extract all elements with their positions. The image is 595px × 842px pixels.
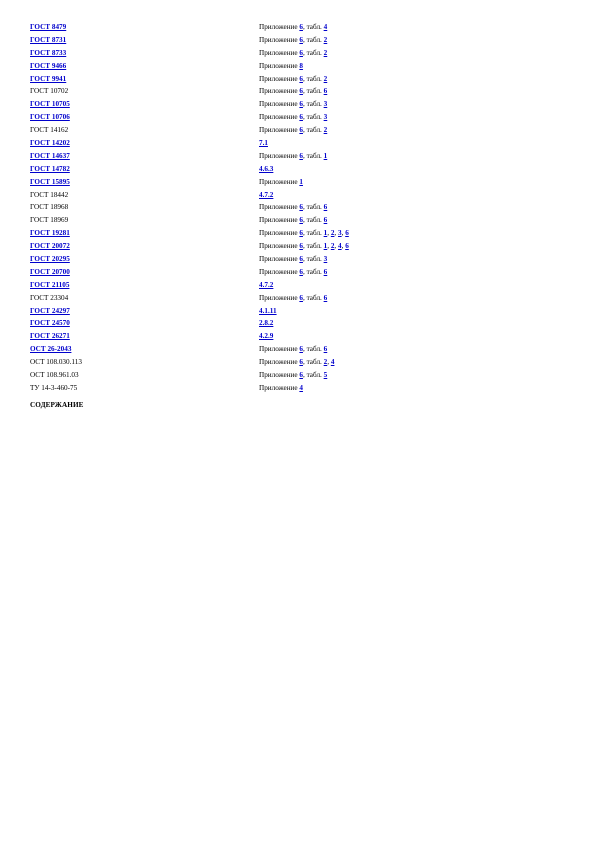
reference-row: [30, 382, 450, 395]
reference-row: [30, 21, 450, 34]
reference-location-cell: [259, 163, 450, 176]
location-text: , табл.: [302, 267, 324, 276]
location-link[interactable]: 3: [338, 229, 342, 238]
reference-row: [30, 279, 450, 292]
location-text: , табл.: [302, 35, 324, 44]
document-name: ОСТ 108.961.03: [30, 371, 79, 380]
location-text: Приложение: [259, 358, 300, 367]
reference-document-cell: [30, 60, 259, 73]
location-link[interactable]: 6: [299, 371, 303, 380]
reference-location-cell: [259, 201, 450, 214]
reference-location-cell: [259, 382, 450, 395]
document-link[interactable]: ГОСТ 14637: [30, 151, 70, 160]
location-link[interactable]: 6: [299, 126, 303, 135]
reference-row: [30, 85, 450, 98]
location-text: , табл.: [302, 203, 324, 212]
reference-document-cell: [30, 111, 259, 124]
document-link[interactable]: ГОСТ 19281: [30, 229, 70, 238]
location-text: , табл.: [302, 126, 324, 135]
location-link[interactable]: 6: [299, 293, 303, 302]
location-text: Приложение: [259, 61, 300, 70]
reference-location-cell: [259, 189, 450, 202]
reference-location-cell: [259, 305, 450, 318]
document-link[interactable]: ГОСТ 20700: [30, 267, 70, 276]
document-link[interactable]: ГОСТ 15895: [30, 177, 70, 186]
document-link[interactable]: ГОСТ 20072: [30, 242, 70, 251]
reference-row: [30, 330, 450, 343]
location-text: Приложение: [259, 255, 300, 264]
document-name: ТУ 14-3-460-75: [30, 383, 78, 392]
location-link[interactable]: 6: [299, 35, 303, 44]
reference-row: [30, 150, 450, 163]
reference-row: [30, 369, 450, 382]
reference-document-cell: [30, 227, 259, 240]
location-link[interactable]: 6: [323, 87, 328, 96]
location-link[interactable]: 5: [323, 371, 328, 380]
reference-document-cell: [30, 369, 259, 382]
reference-row: [30, 227, 450, 240]
location-link[interactable]: 3: [323, 255, 328, 264]
document-link[interactable]: ГОСТ 24570: [30, 319, 70, 328]
reference-row: [30, 240, 450, 253]
location-link[interactable]: 2: [330, 229, 335, 238]
location-text: Приложение: [259, 100, 300, 109]
reference-document-cell: [30, 305, 259, 318]
reference-location-cell: [259, 176, 450, 189]
location-text: Приложение: [259, 242, 300, 251]
location-link[interactable]: 6: [299, 23, 303, 31]
document-name: ГОСТ 10702: [30, 87, 69, 96]
reference-row: [30, 343, 450, 356]
reference-location-cell: [259, 227, 450, 240]
location-link[interactable]: 6: [345, 229, 349, 238]
reference-row: [30, 34, 450, 47]
document-name: ГОСТ 18968: [30, 203, 69, 212]
location-link[interactable]: 8: [299, 61, 303, 70]
document-link[interactable]: ГОСТ 21105: [30, 280, 70, 289]
location-link[interactable]: 6: [323, 345, 328, 354]
document-link[interactable]: ГОСТ 9466: [30, 61, 67, 70]
reference-row: [30, 201, 450, 214]
reference-location-cell: [259, 292, 450, 305]
reference-document-cell: [30, 214, 259, 227]
location-text: , табл.: [302, 100, 324, 109]
document-link[interactable]: ГОСТ 24297: [30, 306, 70, 315]
reference-location-cell: [259, 21, 450, 34]
reference-document-cell: [30, 73, 259, 86]
reference-document-cell: [30, 356, 259, 369]
reference-location-cell: [259, 330, 450, 343]
location-text: Приложение: [259, 229, 300, 238]
reference-document-cell: [30, 382, 259, 395]
location-link[interactable]: 6: [299, 255, 303, 264]
location-text: ,: [327, 229, 331, 238]
reference-row: [30, 292, 450, 305]
document-link[interactable]: ГОСТ 26271: [30, 332, 70, 341]
reference-location-cell: [259, 98, 450, 111]
reference-document-cell: [30, 317, 259, 330]
location-text: ,: [334, 242, 339, 251]
reference-document-cell: [30, 150, 259, 163]
reference-location-cell: [259, 47, 450, 60]
reference-location-cell: [259, 137, 450, 150]
reference-location-cell: [259, 34, 450, 47]
location-link[interactable]: 6: [323, 293, 328, 302]
reference-row: [30, 253, 450, 266]
reference-row: [30, 98, 450, 111]
reference-document-cell: [30, 34, 259, 47]
location-link[interactable]: 4.6.3: [259, 164, 274, 173]
reference-document-cell: [30, 189, 259, 202]
reference-row: [30, 214, 450, 227]
reference-location-cell: [259, 85, 450, 98]
location-link[interactable]: 6: [299, 345, 303, 354]
document-link[interactable]: ГОСТ 9941: [30, 74, 67, 83]
location-text: Приложение: [259, 126, 300, 135]
location-link[interactable]: 2: [323, 74, 328, 83]
location-link[interactable]: 6: [299, 358, 303, 367]
location-text: Приложение: [259, 267, 300, 276]
reference-row: [30, 163, 450, 176]
reference-document-cell: [30, 124, 259, 137]
references-table: [30, 21, 450, 395]
reference-row: [30, 111, 450, 124]
location-text: Приложение: [259, 87, 300, 96]
location-link[interactable]: 6: [299, 203, 303, 212]
reference-row: [30, 137, 450, 150]
location-link[interactable]: 2: [323, 35, 328, 44]
location-link[interactable]: 6: [299, 267, 303, 276]
document-link[interactable]: ГОСТ 8733: [30, 48, 67, 57]
location-text: Приложение: [259, 48, 300, 57]
location-text: , табл.: [302, 255, 324, 264]
document-name: ГОСТ 18442: [30, 190, 69, 199]
location-text: , табл.: [302, 229, 324, 238]
reference-location-cell: [259, 60, 450, 73]
location-link[interactable]: 6: [299, 216, 303, 225]
location-text: Приложение: [259, 371, 300, 380]
reference-location-cell: [259, 124, 450, 137]
reference-row: [30, 356, 450, 369]
document-name: ГОСТ 18969: [30, 216, 69, 225]
reference-row: [30, 189, 450, 202]
location-text: Приложение: [259, 74, 300, 83]
location-link[interactable]: 6: [323, 203, 328, 212]
reference-document-cell: [30, 85, 259, 98]
location-text: , табл.: [302, 242, 324, 251]
reference-location-cell: [259, 279, 450, 292]
location-text: ,: [327, 358, 331, 367]
location-text: , табл.: [302, 371, 324, 380]
reference-document-cell: [30, 240, 259, 253]
location-text: Приложение: [259, 113, 300, 122]
location-link[interactable]: 7.1: [259, 139, 268, 148]
location-text: Приложение: [259, 35, 300, 44]
location-link[interactable]: 6: [299, 242, 303, 251]
location-text: , табл.: [302, 151, 324, 160]
location-link[interactable]: 4: [338, 242, 342, 251]
document-name: ГОСТ 14162: [30, 126, 69, 135]
document-link[interactable]: ГОСТ 14782: [30, 164, 70, 173]
reference-row: [30, 60, 450, 73]
reference-row: [30, 317, 450, 330]
location-link[interactable]: 3: [323, 100, 328, 109]
location-text: Приложение: [259, 345, 300, 354]
location-link[interactable]: 6: [299, 151, 303, 160]
location-link[interactable]: 6: [299, 48, 303, 57]
location-text: Приложение: [259, 293, 300, 302]
location-text: Приложение: [259, 177, 300, 186]
document-name: ОСТ 108.030.113: [30, 358, 82, 367]
reference-document-cell: [30, 47, 259, 60]
location-link[interactable]: 4: [330, 358, 335, 367]
location-text: ,: [327, 242, 331, 251]
reference-row: [30, 47, 450, 60]
reference-location-cell: [259, 369, 450, 382]
reference-row: [30, 176, 450, 189]
location-link[interactable]: 1: [323, 151, 328, 160]
document-link[interactable]: ГОСТ 20295: [30, 255, 70, 264]
location-text: , табл.: [302, 113, 324, 122]
reference-document-cell: [30, 98, 259, 111]
location-link[interactable]: 4.7.2: [259, 190, 274, 199]
location-link[interactable]: 6: [299, 87, 303, 96]
location-link[interactable]: 2.8.2: [259, 319, 274, 328]
reference-document-cell: [30, 21, 259, 34]
location-text: , табл.: [302, 74, 324, 83]
document-link[interactable]: ГОСТ 8479: [30, 23, 67, 31]
reference-document-cell: [30, 137, 259, 150]
reference-location-cell: [259, 240, 450, 253]
reference-document-cell: [30, 266, 259, 279]
reference-location-cell: [259, 266, 450, 279]
location-text: Приложение: [259, 216, 300, 225]
contents-heading: СОДЕРЖАНИЕ: [30, 401, 84, 409]
location-link[interactable]: 6: [323, 216, 328, 225]
location-link[interactable]: 6: [299, 74, 303, 83]
location-link[interactable]: 3: [323, 113, 328, 122]
reference-row: [30, 305, 450, 318]
reference-location-cell: [259, 356, 450, 369]
reference-location-cell: [259, 111, 450, 124]
reference-location-cell: [259, 214, 450, 227]
location-link[interactable]: 1: [323, 242, 328, 251]
reference-document-cell: [30, 279, 259, 292]
location-text: ,: [341, 242, 346, 251]
document-name: ГОСТ 23304: [30, 293, 69, 302]
location-text: Приложение: [259, 203, 300, 212]
location-link[interactable]: 4.1.11: [259, 306, 277, 315]
location-link[interactable]: 4.7.2: [259, 280, 274, 289]
reference-document-cell: [30, 201, 259, 214]
reference-document-cell: [30, 163, 259, 176]
reference-document-cell: [30, 343, 259, 356]
location-link[interactable]: 2: [323, 126, 328, 135]
location-text: , табл.: [302, 23, 324, 31]
location-link[interactable]: 1: [299, 177, 303, 186]
location-text: Приложение: [259, 23, 300, 31]
location-link[interactable]: 6: [299, 229, 303, 238]
location-link[interactable]: 6: [323, 267, 328, 276]
reference-row: [30, 266, 450, 279]
location-link[interactable]: 6: [299, 113, 303, 122]
location-text: , табл.: [302, 48, 324, 57]
location-link[interactable]: 4: [323, 23, 328, 31]
location-text: ,: [341, 229, 346, 238]
location-link[interactable]: 1: [323, 229, 328, 238]
location-link[interactable]: 2: [323, 48, 328, 57]
location-text: , табл.: [302, 87, 324, 96]
location-text: , табл.: [302, 293, 324, 302]
location-text: Приложение: [259, 383, 300, 392]
reference-location-cell: [259, 73, 450, 86]
location-link[interactable]: 4.2.9: [259, 332, 274, 341]
location-text: , табл.: [302, 358, 324, 367]
document-link[interactable]: ОСТ 26-2043: [30, 345, 72, 354]
document-link[interactable]: ГОСТ 14202: [30, 139, 70, 148]
location-text: , табл.: [302, 345, 324, 354]
reference-row: [30, 124, 450, 137]
location-text: ,: [334, 229, 339, 238]
location-text: Приложение: [259, 151, 300, 160]
reference-document-cell: [30, 176, 259, 189]
reference-location-cell: [259, 343, 450, 356]
location-link[interactable]: 4: [299, 383, 303, 392]
reference-location-cell: [259, 150, 450, 163]
reference-location-cell: [259, 253, 450, 266]
location-link[interactable]: 2: [323, 358, 328, 367]
location-link[interactable]: 6: [345, 242, 349, 251]
reference-location-cell: [259, 317, 450, 330]
document-link[interactable]: ГОСТ 8731: [30, 35, 67, 44]
reference-row: [30, 73, 450, 86]
document-link[interactable]: ГОСТ 10705: [30, 100, 70, 109]
location-link[interactable]: 6: [299, 100, 303, 109]
reference-document-cell: [30, 330, 259, 343]
document-link[interactable]: ГОСТ 10706: [30, 113, 70, 122]
location-text: , табл.: [302, 216, 324, 225]
reference-document-cell: [30, 253, 259, 266]
reference-document-cell: [30, 292, 259, 305]
location-link[interactable]: 2: [330, 242, 335, 251]
